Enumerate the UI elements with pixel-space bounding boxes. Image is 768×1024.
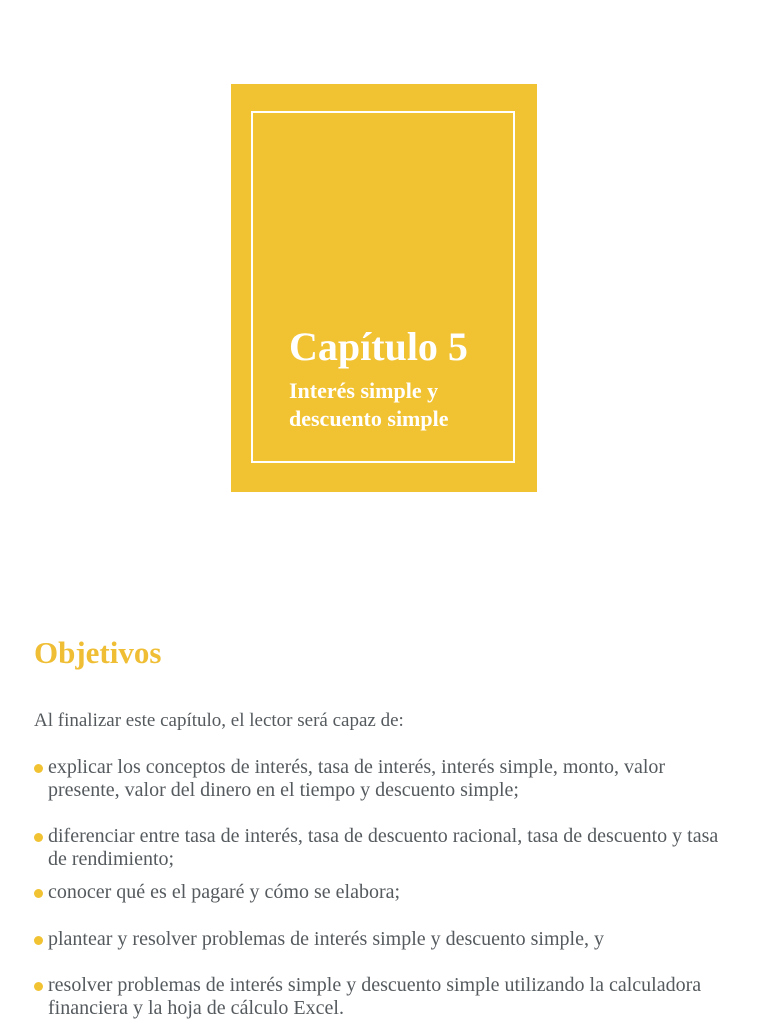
objectives-heading: Objetivos [34, 635, 162, 670]
chapter-cover [231, 84, 537, 492]
objective-text: explicar los conceptos de interés, tasa de interés, interés simple, monto, valor presente, valor del dinero en el tiempo y descuento simple; [48, 756, 666, 801]
cover-frame [251, 111, 515, 463]
objective-text: conocer qué es el pagaré y cómo se elabora; [48, 881, 401, 903]
objective-item [34, 928, 734, 951]
objective-item [34, 974, 734, 1020]
chapter-title: Capítulo 5 [289, 324, 468, 369]
bullet-dot-icon [34, 889, 43, 898]
objective-item [34, 825, 734, 871]
bullet-dot-icon [34, 936, 43, 945]
bullet-dot-icon [34, 982, 43, 991]
chapter-subtitle: Interés simple y descuento simple [289, 378, 449, 431]
objective-text: resolver problemas de interés simple y descuento simple utilizando la calculadora financiera y la hoja de cálculo Excel. [48, 974, 702, 1019]
objective-item [34, 756, 734, 802]
bullet-dot-icon [34, 833, 43, 842]
objective-text: diferenciar entre tasa de interés, tasa de descuento racional, tasa de descuento y tasa de rendimiento; [48, 825, 719, 870]
objective-text: plantear y resolver problemas de interés simple y descuento simple, y [48, 928, 604, 950]
objective-item [34, 881, 734, 904]
bullet-dot-icon [34, 764, 43, 773]
objectives-intro: Al finalizar este capítulo, el lector será capaz de: [34, 710, 404, 731]
